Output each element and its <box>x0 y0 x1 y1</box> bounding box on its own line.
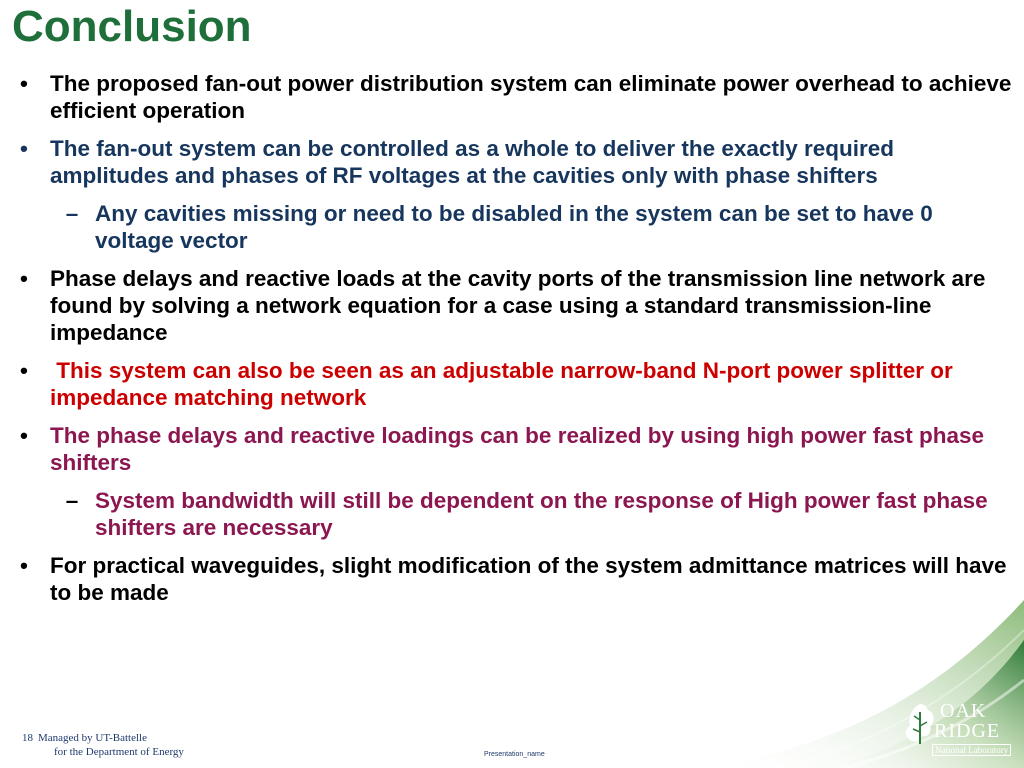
presentation-name: Presentation_name <box>484 751 545 758</box>
bullet-list <box>0 70 1020 617</box>
page-number: 18 <box>22 732 33 744</box>
bullet-text: This system can also be seen as an adjustable narrow-band N-port power splitter or impedance matching network <box>50 358 960 410</box>
bullet-marker: • <box>20 266 28 291</box>
oak-leaf-icon <box>906 704 934 744</box>
bullet-item <box>0 265 1020 346</box>
bullet-item <box>0 357 1020 411</box>
dash-marker: – <box>65 488 79 513</box>
bullet-marker: • <box>20 553 28 578</box>
footer-managed-by <box>22 731 184 759</box>
bullet-item <box>0 135 1020 189</box>
bullet-text: The phase delays and reactive loadings can be realized by using high power fast phase shifters <box>50 423 985 475</box>
logo-word-oak: OAK <box>940 700 987 722</box>
bullet-text: Phase delays and reactive loads at the cavity ports of the transmission line network are found by solving a network equation for a case using a standard transmission-line impedance <box>50 266 986 345</box>
managed-line-1: Managed by UT-Battelle <box>38 732 147 744</box>
bullet-text: Any cavities missing or need to be disabled in the system can be set to have 0 voltage vector <box>95 201 933 253</box>
sub-bullet-item <box>0 487 1020 541</box>
oak-ridge-logo <box>902 698 1014 762</box>
sub-bullet-item <box>0 200 1020 254</box>
bullet-text: System bandwidth will still be dependent on the response of High power fast phase shifters are necessary <box>95 488 988 540</box>
bullet-text: For practical waveguides, slight modification of the system admittance matrices will have to be made <box>50 553 1007 605</box>
managed-line-2: for the Department of Energy <box>54 746 184 758</box>
bullet-item <box>0 552 1020 606</box>
logo-word-ridge: RIDGE <box>934 720 1001 742</box>
bullet-marker: • <box>20 423 28 448</box>
dash-marker: – <box>65 201 79 226</box>
bullet-item <box>0 422 1020 476</box>
bullet-marker: • <box>20 71 28 96</box>
bullet-item <box>0 70 1020 124</box>
bullet-marker: • <box>20 136 28 161</box>
slide-title: Conclusion <box>12 2 252 51</box>
bullet-text: The proposed fan-out power distribution system can eliminate power overhead to achieve efficient operation <box>50 71 1012 123</box>
bullet-marker: • <box>20 358 28 383</box>
logo-subtitle: National Laboratory <box>932 744 1011 756</box>
bullet-text: The fan-out system can be controlled as a whole to deliver the exactly required amplitudes and phases of RF voltages at the cavities only with phase shifters <box>50 136 894 188</box>
